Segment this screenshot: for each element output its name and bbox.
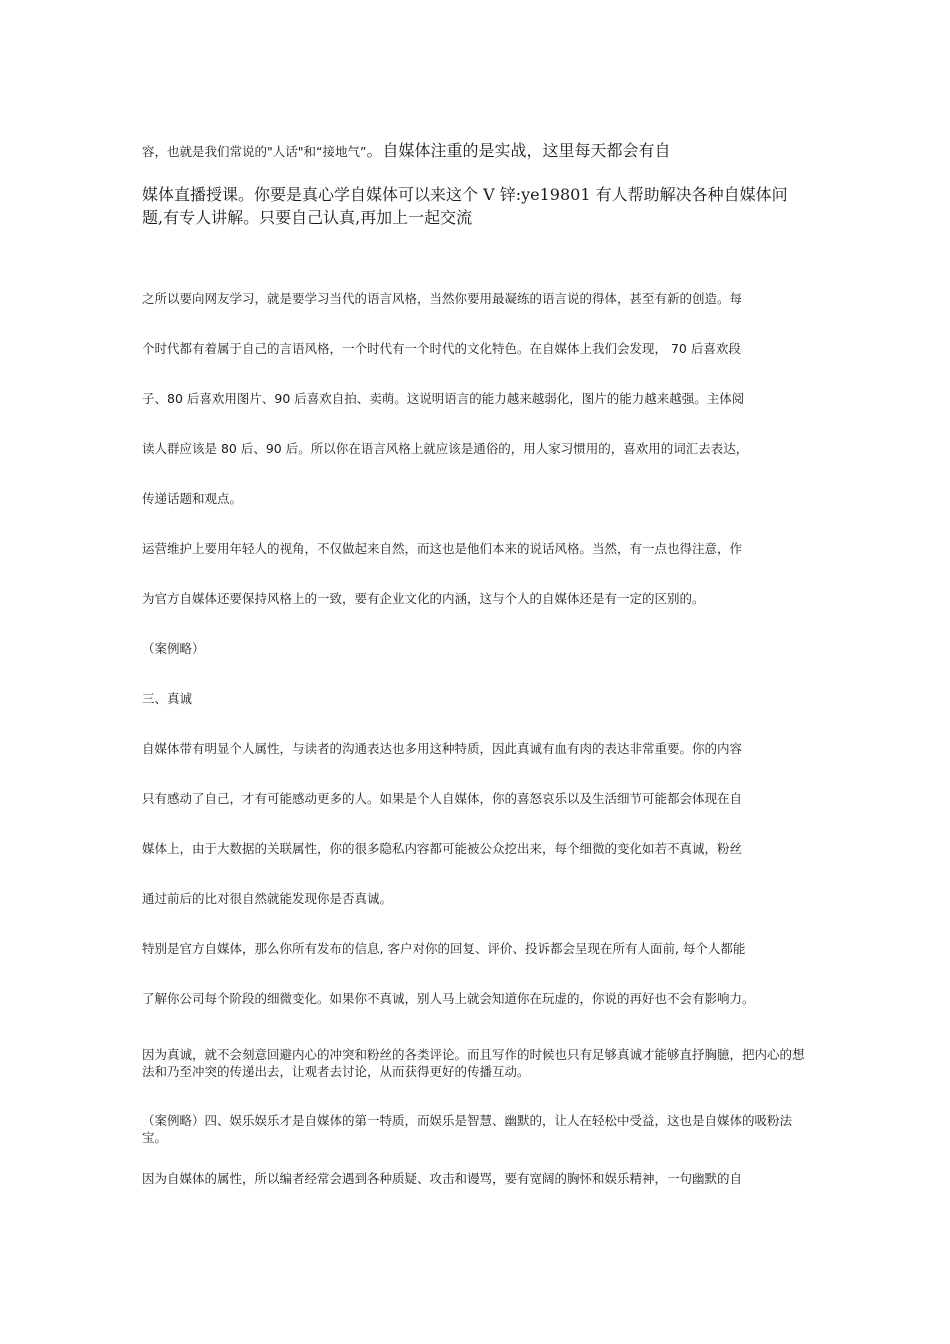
p1-line-3: 子、80 后喜欢用图片、90 后喜欢自拍、卖萌。这说明语言的能力越来越弱化，图片的能力越来越强。主体阅 <box>142 391 745 406</box>
p4-line-1: 特别是官方自媒体，那么你所有发布的信息, 客户对你的回复、评价、投诉都会呈现在所有人面前, 每个人都能 <box>142 941 746 956</box>
case-note-1: （案例略） <box>142 641 205 656</box>
intro-line-1-b: 。自媒体注重的是实战，这里每天都会有自 <box>366 141 671 160</box>
p1-line-1: 之所以要向网友学习，就是要学习当代的语言风格，当然你要用最凝练的语言说的得体，甚至有新的创造。每 <box>142 291 743 306</box>
p2-line-1: 运营维护上要用年轻人的视角，不仅做起来自然，而这也是他们本来的说话风格。当然，有一点也得注意，作 <box>142 541 743 556</box>
p7-line-1: 因为自媒体的属性，所以编者经常会遇到各种质疑、攻击和谩骂，要有宽阔的胸怀和娱乐精神，一句幽默的自 <box>142 1171 743 1186</box>
p3-line-4: 通过前后的比对很自然就能发现你是否真诚。 <box>142 891 393 906</box>
section-heading-3: 三、真诚 <box>142 691 193 706</box>
p1-line-2: 个时代都有着属于自己的言语风格，一个时代有一个时代的文化特色。在自媒体上我们会发现， 70 后喜欢段 <box>142 341 741 356</box>
intro-line-1 <box>142 141 670 161</box>
p4-line-2: 了解你公司每个阶段的细微变化。如果你不真诚，别人马上就会知道你在玩虚的，你说的再好也不会有影响力。 <box>142 991 755 1006</box>
p3-line-1: 自媒体带有明显个人属性，与读者的沟通表达也多用这种特质，因此真诚有血有肉的表达非常重要。你的内容 <box>142 741 743 756</box>
p2-line-2: 为官方自媒体还要保持风格上的一致，要有企业文化的内涵，这与个人的自媒体还是有一定的区别的。 <box>142 591 705 606</box>
intro-line-3: 题,有专人讲解。只要自己认真,再加上一起交流 <box>142 208 473 227</box>
p3-line-2: 只有感动了自己，才有可能感动更多的人。如果是个人自媒体，你的喜怒哀乐以及生活细节可能都会体现在自 <box>142 791 743 806</box>
p1-line-5: 传递话题和观点。 <box>142 491 243 506</box>
p6-paragraph: （案例略）四、娱乐娱乐才是自媒体的第一特质，而娱乐是智慧、幽默的，让人在轻松中受益，这也是自媒体的吸粉法宝。 <box>142 1113 793 1145</box>
intro-line-2: 媒体直播授课。你要是真心学自媒体可以来这个 V 锌:ye19801 有人帮助解决各种自媒体问 <box>142 185 788 204</box>
p5-paragraph: 因为真诚，就不会刻意回避内心的冲突和粉丝的各类评论。而且写作的时候也只有足够真诚才能够直抒胸臆，把内心的想法和乃至冲突的传递出去，让观者去讨论，从而获得更好的传播互动。 <box>142 1047 805 1079</box>
p1-line-4: 读人群应该是 80 后、90 后。所以你在语言风格上就应该是通俗的，用人家习惯用的，喜欢用的词汇去表达， <box>142 441 749 456</box>
intro-line-1-a: 容，也就是我们常说的"人话"和“接地气” <box>142 144 367 159</box>
p3-line-3: 媒体上，由于大数据的关联属性，你的很多隐私内容都可能被公众挖出来，每个细微的变化如若不真诚，粉丝 <box>142 841 743 856</box>
